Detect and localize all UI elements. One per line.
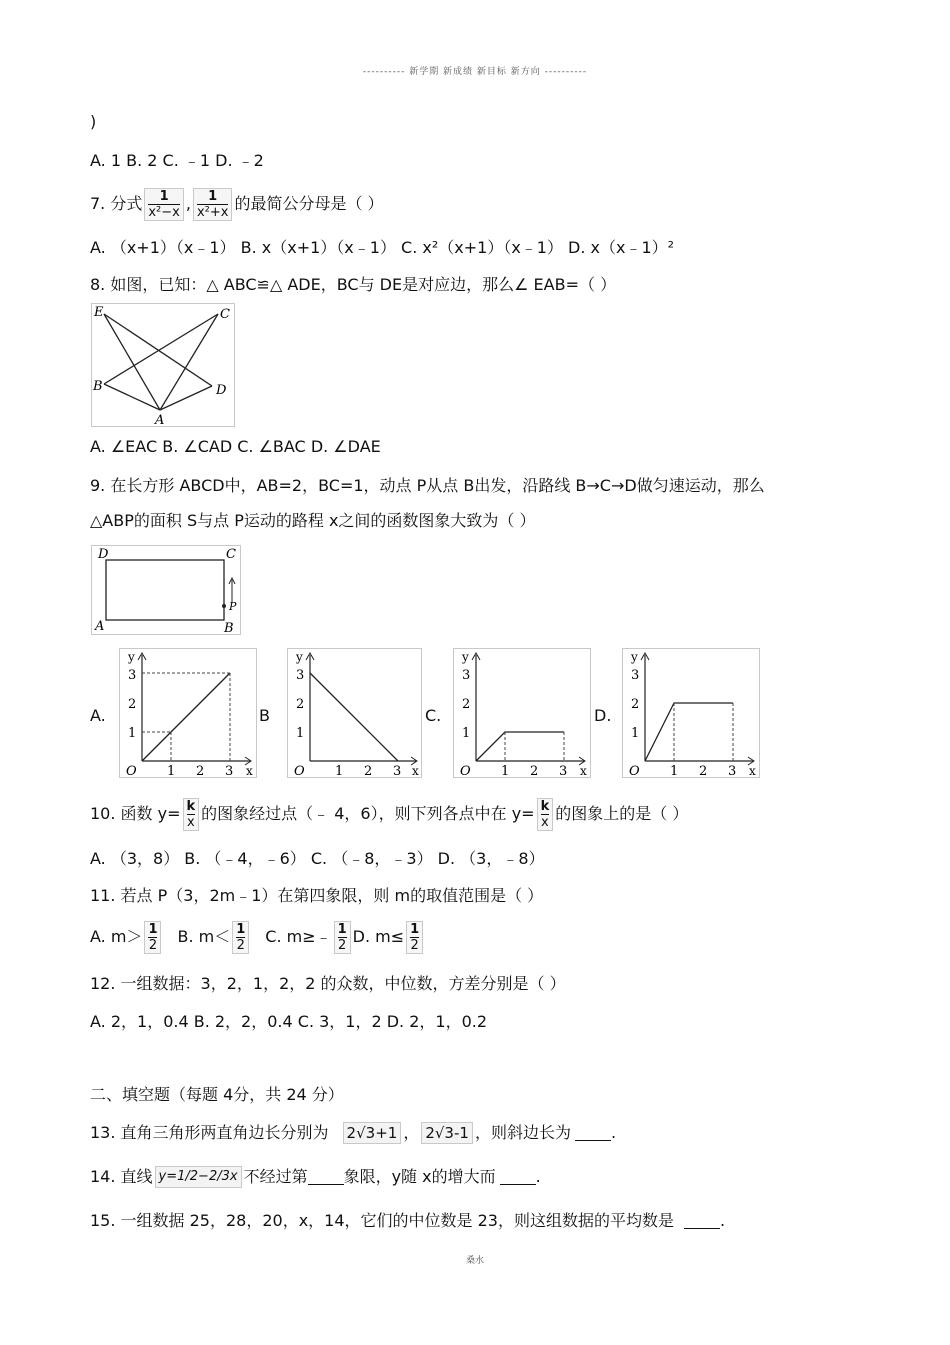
q13-sep: ，: [403, 1123, 420, 1142]
y-tick-1: 1: [128, 726, 137, 741]
q9-line-2: △ABP的面积 S与点 P运动的路程 x之间的函数图象大致为（ ）: [90, 511, 536, 530]
frac-num: 1: [410, 921, 420, 937]
q9-line-1: 9. 在长方形 ABCD中，AB=2，BC=1，动点 P从点 B出发，沿路线 B→C→D做匀速运动，那么: [90, 476, 765, 495]
x-tick-1: 1: [167, 764, 176, 777]
frac-num: k: [186, 798, 196, 814]
q7-frac2-den: x²+x: [196, 204, 229, 220]
q14-mid: 不经过第: [243, 1167, 308, 1186]
q9-rectangle-diagram: [92, 546, 240, 634]
origin-label: O: [629, 764, 640, 777]
half-fraction: [334, 921, 351, 954]
graph-d-svg: [623, 649, 759, 777]
q8-figure: [91, 303, 235, 427]
x-tick-2: 2: [196, 764, 205, 777]
q7-options: A. （x+1）（x﹣1） B. x（x+1）（x﹣1） C. x²（x+1）（x﹣1） D. x（x﹣1）²: [90, 238, 675, 257]
q8-stem: 8. 如图，已知：△ ABC≌△ ADE，BC与 DE是对应边，那么∠ EAB=（ ）: [90, 275, 617, 294]
frac-den: 2: [410, 937, 419, 953]
q9-rectangle-figure: [91, 545, 241, 635]
q13-suffix: ，则斜边长为: [474, 1123, 571, 1142]
y-tick-3: 3: [631, 668, 640, 683]
answer-blank[interactable]: [684, 1214, 720, 1229]
label-d: D: [216, 383, 227, 398]
q10-fraction-2: [537, 798, 554, 831]
q9-graph-b: [287, 648, 422, 778]
label-b: B: [93, 379, 103, 394]
q8-triangles-diagram: [92, 304, 234, 426]
x-tick-3: 3: [393, 764, 402, 777]
y-tick-2: 2: [631, 697, 640, 712]
page-footer: 桑水: [465, 1256, 484, 1266]
origin-label: O: [126, 764, 137, 777]
q14-line-formula: y=1/2−2/3x: [155, 1166, 242, 1188]
q7-fraction-2: [193, 188, 233, 221]
page-header: ---------- 新学期 新成绩 新目标 新方向 ----------: [362, 67, 588, 77]
q7-frac2-num: 1: [208, 188, 218, 204]
origin-label: O: [294, 764, 305, 777]
q11-opt-d: D. m≤: [352, 927, 405, 946]
q13-prefix: 13. 直角三角形两直角边长分别为: [90, 1123, 329, 1142]
label-b: B: [224, 621, 234, 634]
y-tick-3: 3: [296, 668, 305, 683]
label-e: E: [94, 305, 104, 320]
graph-a-svg: [120, 649, 256, 777]
q15-stem-row: 15. 一组数据 25，28，20，x，14，它们的中位数是 23，则这组数据的平均数是 .: [90, 1211, 726, 1230]
frac-den: 2: [236, 937, 245, 953]
q7-frac1-num: 1: [159, 188, 169, 204]
q10-suffix: 的图象上的是（ ）: [555, 804, 689, 823]
q13-stem: 13. 直角三角形两直角边长分别为 2√3+1 ， 2√3-1 ，则斜边长为 .: [90, 1123, 617, 1142]
q9-option-b-letter: B: [259, 706, 270, 725]
frac-num: k: [540, 798, 550, 814]
x-label: x: [246, 764, 253, 777]
frac-den: 2: [338, 937, 347, 953]
frac-den: x: [186, 814, 195, 830]
q6-tail: ): [90, 112, 97, 131]
x-tick-2: 2: [699, 764, 708, 777]
q7-fraction-1: [144, 188, 184, 221]
x-tick-2: 2: [530, 764, 539, 777]
answer-blank[interactable]: [575, 1126, 611, 1141]
y-label: y: [296, 650, 303, 664]
label-d: D: [98, 547, 109, 562]
y-label: y: [462, 650, 469, 664]
graph-b-svg: [288, 649, 421, 777]
y-tick-2: 2: [296, 697, 305, 712]
origin-label: O: [460, 764, 471, 777]
x-tick-2: 2: [364, 764, 373, 777]
x-label: x: [412, 764, 419, 777]
q14-mid2: 象限，y随 x的增大而: [343, 1167, 496, 1186]
frac-den: 2: [148, 937, 158, 953]
q13-leg-a: 2√3+1: [343, 1122, 402, 1144]
q10-options: A. （3，8） B. （﹣4，﹣6） C. （﹣8，﹣3） D. （3，﹣8）: [90, 849, 545, 868]
q11-stem: 11. 若点 P（3，2m﹣1）在第四象限，则 m的取值范围是（ ）: [90, 886, 544, 905]
frac-num: 1: [337, 921, 347, 937]
label-a: A: [155, 413, 165, 426]
q10-prefix: 10. 函数 y=: [90, 804, 181, 823]
x-tick-3: 3: [225, 764, 234, 777]
q9-option-a-letter: A.: [90, 706, 106, 725]
y-tick-1: 1: [462, 726, 471, 741]
frac-den: x: [541, 814, 549, 830]
half-fraction: [144, 921, 161, 954]
q11-options: [90, 916, 425, 958]
half-fraction: [406, 921, 423, 954]
q6-options: A. 1 B. 2 C. ﹣1 D. ﹣2: [90, 151, 264, 170]
frac-num: 1: [236, 921, 246, 937]
q7-stem: [90, 184, 384, 224]
y-tick-3: 3: [462, 668, 471, 683]
q9-option-c-letter: C.: [425, 706, 442, 725]
q14-stem: 14. 直线 y=1/2−2/3x 不经过第 象限，y随 x的增大而 .: [90, 1167, 541, 1186]
y-tick-3: 3: [128, 668, 137, 683]
label-p: P: [229, 600, 237, 613]
q7-sep: ,: [185, 194, 191, 213]
y-tick-2: 2: [462, 697, 471, 712]
q7-frac1-den: x²−x: [148, 204, 180, 220]
x-tick-3: 3: [559, 764, 568, 777]
q15-stem: 15. 一组数据 25，28，20，x，14，它们的中位数是 23，则这组数据的平均数是: [90, 1211, 674, 1230]
x-tick-1: 1: [670, 764, 679, 777]
q10-mid: 的图象经过点（﹣ 4，6），则下列各点中在 y=: [201, 804, 535, 823]
answer-blank[interactable]: [500, 1170, 536, 1185]
y-tick-2: 2: [128, 697, 137, 712]
answer-blank[interactable]: [308, 1170, 344, 1185]
q14-prefix: 14. 直线: [90, 1167, 153, 1186]
label-a: A: [95, 619, 105, 634]
half-fraction: [232, 921, 249, 954]
x-label: x: [580, 764, 587, 777]
q12-stem: 12. 一组数据：3，2，1，2，2 的众数，中位数，方差分别是（ ）: [90, 974, 566, 993]
frac-num: 1: [148, 921, 158, 937]
q7-prefix: 7. 分式: [90, 194, 143, 213]
q12-options: A. 2，1，0.4 B. 2，2，0.4 C. 3，1，2 D. 2，1，0.2: [90, 1012, 488, 1031]
q10-stem: [90, 794, 688, 834]
x-tick-3: 3: [728, 764, 737, 777]
q13-leg-b: 2√3-1: [421, 1122, 473, 1144]
q9-graph-c: [453, 648, 591, 778]
q9-option-d-letter: D.: [594, 706, 612, 725]
q9-graph-a: [119, 648, 257, 778]
x-tick-1: 1: [335, 764, 344, 777]
x-label: x: [749, 764, 756, 777]
q7-suffix: 的最简公分母是（ ）: [234, 194, 384, 213]
label-c: C: [226, 547, 236, 562]
y-tick-1: 1: [296, 726, 305, 741]
x-tick-1: 1: [501, 764, 510, 777]
y-label: y: [631, 650, 638, 664]
q11-opt-c: C. m≥﹣: [265, 927, 332, 946]
section-2-title: 二、填空题（每题 4分，共 24 分）: [90, 1085, 344, 1104]
y-tick-1: 1: [631, 726, 640, 741]
q9-graph-d: [622, 648, 760, 778]
q10-fraction-1: [183, 798, 200, 831]
graph-c-svg: [454, 649, 590, 777]
q8-options: A. ∠EAC B. ∠CAD C. ∠BAC D. ∠DAE: [90, 437, 381, 456]
q11-opt-b: B. m＜: [177, 927, 231, 946]
q11-opt-a: A. m＞: [90, 927, 143, 946]
y-label: y: [128, 650, 135, 664]
label-c: C: [220, 307, 230, 322]
